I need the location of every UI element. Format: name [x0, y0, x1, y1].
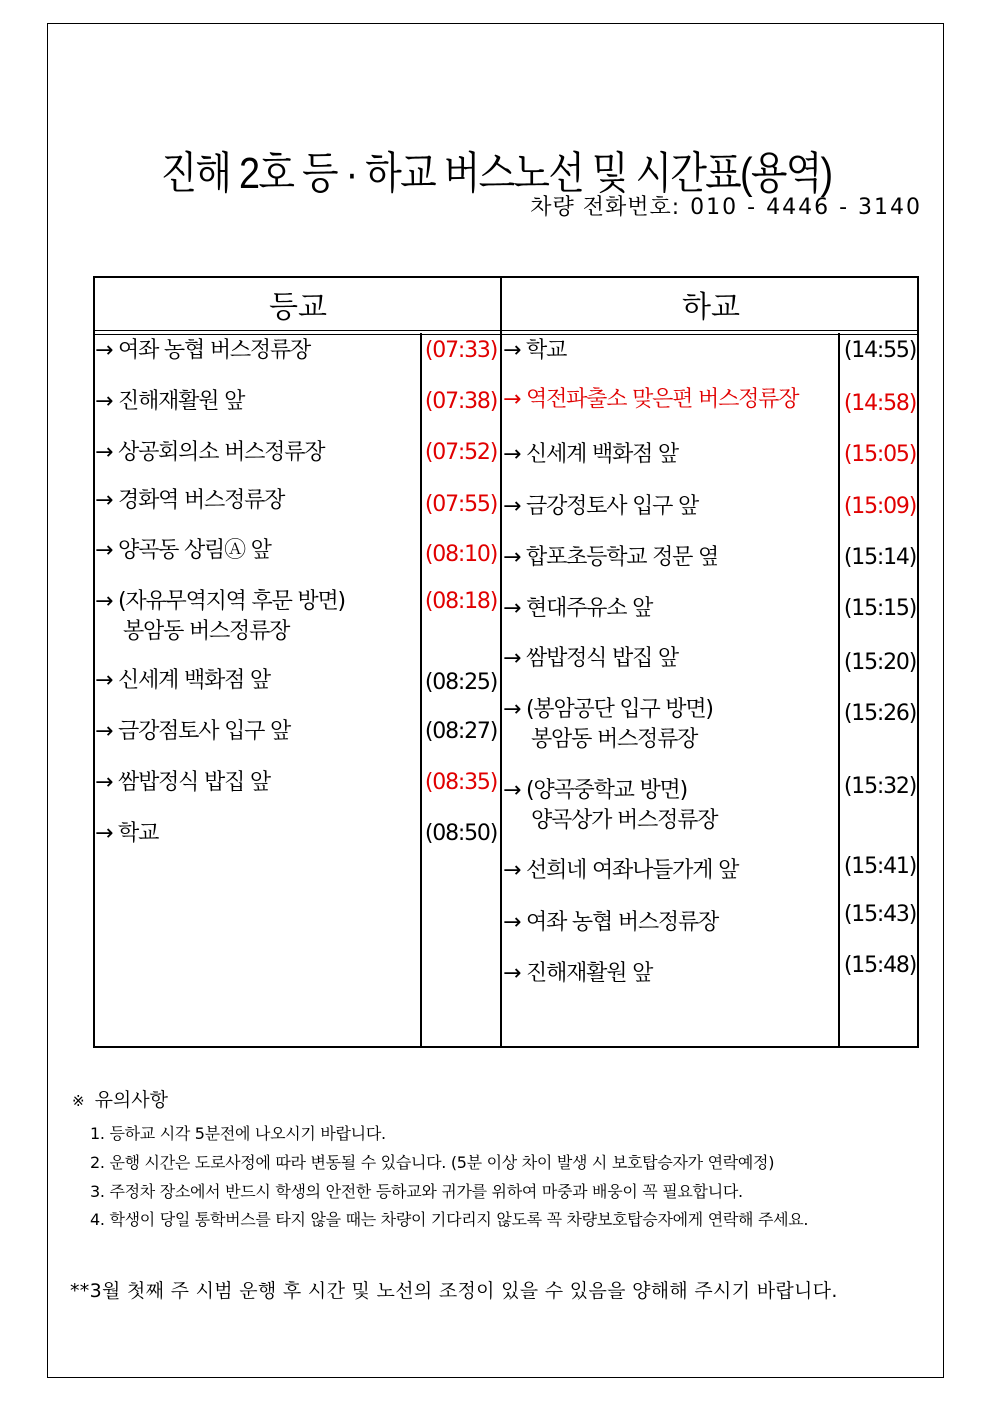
stop-name: → 현대주유소 앞: [503, 596, 653, 621]
vehicle-phone: [530, 190, 922, 221]
stop-time: (15:20): [843, 650, 917, 675]
stop-name: → 진해재활원 앞: [95, 389, 245, 414]
stop-name: [503, 776, 717, 836]
stop-line1: → (봉암공단 입구 방면): [503, 697, 713, 722]
stop-time: (15:15): [843, 596, 917, 621]
stop-name: → 학교: [503, 338, 567, 363]
stop-name: [503, 695, 713, 755]
stop-name: → 선희네 여좌나들가게 앞: [503, 858, 739, 883]
note-item: 3. 주정차 장소에서 반드시 학생의 안전한 등하교와 귀가를 위하여 마중과 배웅이 꼭 필요합니다.: [90, 1182, 743, 1201]
stop-name: → 상공회의소 버스정류장: [95, 440, 325, 465]
stop-name: → 진해재활원 앞: [503, 961, 653, 986]
stop-time: (08:27): [424, 719, 498, 744]
stop-line2: 봉암동 버스정류장: [123, 619, 290, 644]
stop-time: (08:18): [424, 589, 498, 614]
stop-time: (15:41): [843, 854, 917, 879]
stop-time: (15:09): [843, 494, 917, 519]
header-double-divider: [95, 330, 917, 335]
note-item: 2. 운행 시간은 도로사정에 따라 변동될 수 있습니다. (5분 이상 차이 발생 시 보호탑승자가 연락예정): [90, 1153, 775, 1172]
stop-time: (07:38): [424, 389, 498, 414]
bus-schedule-table: [93, 276, 919, 1048]
notes-section: [72, 1085, 809, 1229]
stop-time: (15:05): [843, 442, 917, 467]
stop-name: [95, 587, 345, 647]
stop-name: → 쌈밥정식 밥집 앞: [95, 770, 270, 795]
phone-label: 차량 전화번호:: [530, 195, 681, 220]
stop-name: → 쌈밥정식 밥집 앞: [503, 646, 678, 671]
stop-name: → 학교: [95, 821, 159, 846]
page-title: 진해 2호 등 · 하교 버스노선 및 시간표(용역): [160, 149, 832, 199]
stop-name: → 양곡동 상림Ⓐ 앞: [95, 538, 271, 563]
column-divider-left-time: [420, 333, 422, 1046]
notes-title: [72, 1085, 168, 1112]
stop-time: (07:33): [424, 338, 498, 363]
stop-name: → 합포초등학교 정문 옆: [503, 545, 719, 570]
stop-name: → 금강정토사 입구 앞: [503, 494, 699, 519]
column-divider-middle: [500, 278, 502, 1046]
footer-note: **3월 첫째 주 시범 운행 후 시간 및 노선의 조정이 있을 수 있음을 양해해 주시기 바랍니다.: [70, 1280, 838, 1302]
stop-time: (15:43): [843, 902, 917, 927]
note-item: 4. 학생이 당일 통학버스를 타지 않을 때는 차량이 기다리지 않도록 꼭 차량보호탑승자에게 연락해 주세요.: [90, 1210, 809, 1229]
header-to-school: 등교: [269, 290, 327, 325]
notes-heading: 유의사항: [94, 1089, 168, 1111]
stop-line1: → (양곡중학교 방면): [503, 778, 687, 803]
stop-name: → 신세계 백화점 앞: [503, 442, 678, 467]
stop-time: (15:32): [843, 774, 917, 799]
stop-time: (14:58): [843, 391, 917, 416]
stop-name: → 여좌 농협 버스정류장: [95, 338, 311, 363]
stop-name: → 여좌 농협 버스정류장: [503, 910, 719, 935]
note-item: 1. 등하교 시각 5분전에 나오시기 바랍니다.: [90, 1124, 386, 1143]
stop-name: → 신세계 백화점 앞: [95, 668, 270, 693]
stop-time: (07:55): [424, 492, 498, 517]
stop-time: (07:52): [424, 440, 498, 465]
stop-line1: → (자유무역지역 후문 방면): [95, 589, 345, 614]
stop-time: (08:50): [424, 821, 498, 846]
stop-time: (08:25): [424, 670, 498, 695]
stop-name: → 금강점토사 입구 앞: [95, 719, 291, 744]
stop-time: (15:48): [843, 953, 917, 978]
stop-name: → 역전파출소 맞은편 버스정류장: [503, 387, 799, 412]
stop-time: (15:14): [843, 545, 917, 570]
stop-line2: 양곡상가 버스정류장: [531, 808, 718, 833]
header-from-school: 하교: [682, 290, 740, 325]
stop-line2: 봉암동 버스정류장: [531, 727, 698, 752]
phone-number: 010 - 4446 - 3140: [690, 195, 922, 220]
stop-time: (15:26): [843, 701, 917, 726]
reference-mark-icon: ※: [72, 1092, 85, 1110]
stop-name: → 경화역 버스정류장: [95, 488, 285, 513]
stop-time: (08:35): [424, 770, 498, 795]
column-divider-right-time: [838, 333, 840, 1046]
stop-time: (14:55): [843, 338, 917, 363]
stop-time: (08:10): [424, 542, 498, 567]
